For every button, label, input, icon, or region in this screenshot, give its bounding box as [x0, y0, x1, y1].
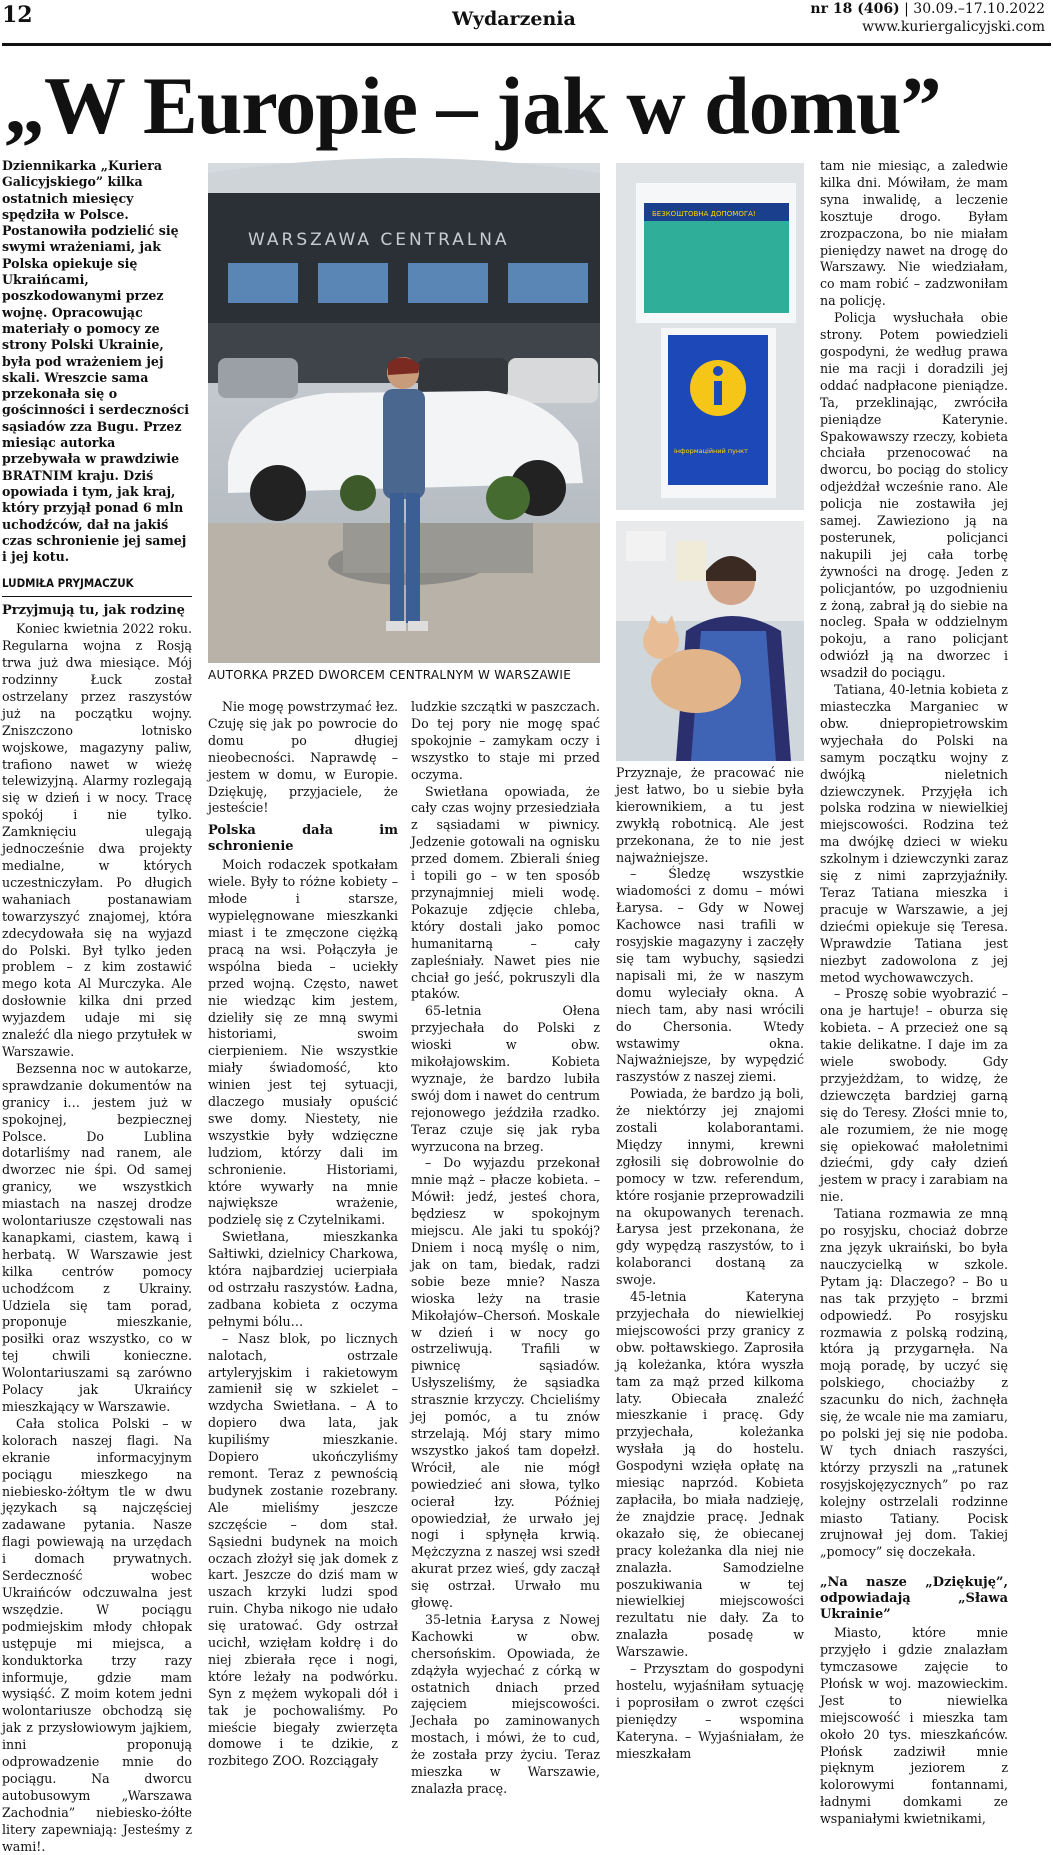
- photo-caption: AUTORKA PRZED DWORCEM CENTRALNYM W WARSZAWIE: [208, 668, 572, 682]
- paragraph: – Śledzę wszystkie wiadomości z domu – mówi Łarysa. – Gdy w Nowej Kachowce nasi trafili w rosyjskie magazyny i zaczęły się tam wybuchy, sąsiedzi napisali mi, że w naszym domu wyleciały okna. A niech tam, aby nasi wrócili do Chersonia. Wtedy wstawimy okna. Najważniejsze, by wypędzić raszystów z naszej ziemi.: [616, 866, 804, 1085]
- poster-footer-text: інформаційний пункт: [674, 447, 748, 455]
- header-rule: [2, 43, 1051, 46]
- issue-info: [810, 0, 1045, 36]
- issue-number: nr 18 (406): [810, 1, 900, 17]
- issue-dates: | 30.09.–17.10.2022: [904, 1, 1045, 17]
- paragraph: Nie mogę powstrzymać łez. Czuję się jak po powrocie do domu po długiej nieobecności. Naprawdę – jestem w domu, w Europie. Dziękuję, przyjaciele, że jesteście!: [208, 699, 398, 816]
- station-sign-text: WARSZAWA CENTRALNA: [248, 230, 510, 250]
- paragraph: – Proszę sobie wyobrazić – ona je hartuje! – oburza się kobieta. – A przecież one są takie delikatne. I daje im za wiele swobody. Gdy przyjeżdżam, to widzę, że dziewczęta bardziej garną się do Teresy. Złości mnie to, ale rozumiem, że nie mogę się opiekować małoletnimi dziećmi, gdy cały dzień jestem w pracy i zarabiam na nie.: [820, 986, 1008, 1205]
- paragraph: Policja wysłuchała obie strony. Potem powiedzieli gospodyni, że według prawa nie ma racji i doradzili jej oddać nadpłacone pieniądze. Ta, przeklinając, zwróciła pieniądze Katerynie. Spakowawszy rzeczy, kobieta chciała przenocować na dworcu, bo pociąg do stolicy odjeżdżał wcześnie rano. Ale policja nie zostawiła jej samej. Zawieziono ją na posterunek, policjanci nakupili jej cała torbę żywności na drogę. Jeden z policjantów, po uzgodnieniu z żoną, zabrał ją do siebie na nocleg. Spała w oddzielnym pokoju, a rano policjant odwiózł ją na dworzec i wsadził do pociągu.: [820, 310, 1008, 681]
- paragraph: Powiada, że bardzo ją boli, że niektórzy jej znajomi zostali kolaborantami. Między innymi, krewni zgłosili się dobrowolnie do pomocy w tzw. referendum, które rosjanie przeprowadzili na okupowanych terenach. Łarysa jest przekonana, że gdy wypędzą raszystów, to i kolaboranci dostaną za swoje.: [616, 1086, 804, 1288]
- paragraph: Cała stolica Polski – w kolorach naszej flagi. Na ekranie informacyjnym pociągu mieszkego na niebiesko-żółtym tle w dwu językach są najczęściej zadawane pytania. Nasze flagi powiewają na urzędach i domach prywatnych. Serdeczność wobec Ukraińców odczuwalna jest wszędzie. W pociągu podmiejskim młody chłopak ustępuje mi miejsca, a konduktorka trzy razy informuje, gdzie mam wysiąść. Z moim kotem jedni wolontariusze obchodzą się jak z przysłowiowym jajkiem, inni proponują odprowadzenie mnie do pociągu. Na dworcu autobusowym „Warszawa Zachodnia” niebiesko-żółte litery zapewniają: Jesteśmy z wami!.: [2, 1415, 192, 1854]
- paragraph: – Nasz blok, po licznych nalotach, ostrzale artyleryjskim i rakietowym zamienił się w szkielet – wzdycha Swietłana. – A to dopiero dwa lata, jak kupiliśmy mieszkanie. Dopiero ukończyliśmy remont. Teraz z pewnością budynek zostanie rozebrany. Ale mieliśmy jeszcze szczęście – dom stał. Sąsiedni budynek na moich oczach złożył się jak domek z kart. Jeszcze do dziś mam w uszach krzyki ludzi spod ruin. Chyba nikogo nie udało się uratować. Gdy ostrzał ucichł, wzięłam kołdrę i do niej zbierała ręce i nogi, które leżały na podwórku. Syn z mężem wykopali dół i tak je pochowaliśmy. Po mieście biegały zwierzęta domowe i te dzikie, z rozbitego ZOO. Rozciągały: [208, 1330, 398, 1769]
- article-headline: „W Europie – jak w domu”: [4, 60, 941, 151]
- paragraph: Moich rodaczek spotkałam wiele. Były to różne kobiety – młode i starsze, wypielęgnowane mieszkanki miast i te zmęczone ciężką pracą na wsi. Połączyła je wspólna bieda – uciekły przed wojną. Często, nawet nie wiedząc kim jestem, dzieliły się ze mną swymi historiami, swoim cierpieniem. Nie wszystkie miały świadomość, kto winien jest tej sytuacji, dlaczego musiały opuścić swe domy. Niestety, nie wszystkie były wdzięczne ludziom, którzy dali im schronienie. Historiami, które wywarły na mnie największe wrażenie, podzielę się z Czytelnikami.: [208, 857, 398, 1228]
- info-poster-illustration: [616, 163, 804, 510]
- section-title: Wydarzenia: [452, 8, 576, 30]
- column-3: [411, 699, 600, 1796]
- poster-photo: [616, 163, 804, 510]
- website-link[interactable]: www.kuriergalicyjski.com: [862, 19, 1045, 35]
- paragraph: Przyznaje, że pracować nie jest łatwo, bo u siebie była kierownikiem, a tu jest zwykłą robotnicą. Ale jest przekonana, że to nie jest najważniejsze.: [616, 765, 804, 865]
- paragraph: Tatiana rozmawia ze mną po rosyjsku, chociaż dobrze zna język ukraiński, bo była nauczycielką w szkole. Pytam ją: Dlaczego? – Bo u nas tak przyjęto – brzmi odpowiedź. Po rosyjsku rozmawia z polską rodziną, która ją przygarnęła. Na moją poradę, by uczyć się polskiego, chociażby z szacunku do nich, żachnęła się, że wcale nie ma zamiaru, po polski jej się nie podoba. W tych dniach raszyści, którzy przyszli na „ratunek rosyjskojęzycznych” po raz kolejny ostrzelali rodzinne miasto Tatiany. Pocisk zrujnował jej dom. Takiej „pomocy” się doczekała.: [820, 1206, 1008, 1560]
- article-lead: Dziennikarka „Kuriera Galicyjskiego” kilka ostatnich miesięcy spędziła w Polsce. Postanowiła podzielić się swymi wrażeniami, jak Polska opiekuje się Ukraińcami, poszkodowanymi przez wojnę. Opracowując materiały o pomocy ze strony Polski Ukrainie, była pod wrażeniem jej skali. Wreszcie sama przekonała się o gościnności i serdeczności sąsiadów zza Bugu. Przez miesiąc autorka przebywała w prawdziwie BRATNIM kraju. Dziś opowiada i tym, jak kraj, który przyjął ponad 6 mln uchodźców, dał na jakiś czas schronienie jej samej i jej kotu.: [2, 158, 190, 565]
- paragraph: Koniec kwietnia 2022 roku. Regularna wojna z Rosją trwa już dwa miesiące. Mój rodzinny Łuck został ostrzelany przez raszystów już na początku wojny. Zniszczono lotnisko wojskowe, magazyny paliw, trafiono nawet w wieżę telewizyjną. Alarmy rozlegają się w dzień i w nocy. Tracę spokój i nie tylko. Zamknięciu ulegają jednocześnie dwa projekty medialne, w których uczestniczyłam. Po długich wahaniach postanawiam towarzyszyć znajomej, która zdecydowała się na wyjazd do Polski. Był tylko jeden problem – z kim zostawić mego kota Al Murczyka. Ale dosłownie kilka dni przed wyjazdem udaje mi się znaleźć dla niego przytułek w Warszawie.: [2, 621, 192, 1059]
- poster-heading-text: БЕЗКОШТОВНА ДОПОМОГА!: [652, 210, 756, 218]
- paragraph: Miasto, które mnie przyjęło i gdzie znalazłam tymczasowe zajęcie to Płońsk w woj. mazowieckim. Jest to niewielka miejscowość i mieszka tam około 20 tys. mieszkańców. Płońsk zadziwił mnie pięknym jeziorem z kolorowymi fontannami, ładnymi domkami ze wspaniałymi kwietnikami,: [820, 1625, 1008, 1827]
- paragraph: 65-letnia Ołena przyjechała do Polski z wioski w obw. mikołajowskim. Kobieta wyznaje, że bardzo lubiła swój dom i nawet do centrum rejonowego jeździła rzadko. Teraz czuje się jak ryba wyrzucona na brzeg.: [411, 1003, 600, 1154]
- subheading-1: Przyjmują tu, jak rodzinę: [2, 603, 185, 619]
- paragraph: tam nie miesiąc, a zaledwie kilka dni. Mówiłam, że mam syna inwalidę, a leczenie kosztuje drogo. Byłam zrozpaczona, bo nie miałam pieniędzy nawet na drogę do Warszawy. Nie wiedziałam, co mam robić – zadzwoniłam na policję.: [820, 158, 1008, 309]
- paragraph: 35-letnia Łarysa z Nowej Kachowki w obw. chersońskim. Opowiada, że zdążyła wyjechać z córką w ostatnich dniach przed zajęciem miejscowości. Jechała po zaminowanych mostach, i mówi, że to cud, że została przy życiu. Teraz mieszka w Warszawie, znalazła pracę.: [411, 1611, 600, 1796]
- column-5: [820, 158, 1008, 1827]
- paragraph: ludzkie szczątki w paszczach. Do tej pory nie mogę spać spokojnie – zamykam oczy i wszystko to staje mi przed oczyma.: [411, 699, 600, 782]
- column-2: [208, 699, 398, 1769]
- paragraph: – Przysztam do gospodyni hostelu, wyjaśniłam sytuację i poprosiłam o zwrot części pieniędzy – wspomina Kateryna. – Wyjaśniałam, że mieszkałam: [616, 1661, 804, 1761]
- paragraph: Swietłana, mieszkanka Sałtiwki, dzielnicy Charkowa, która najbardziej ucierpiała od ostrzału raszystów. Ładna, zadbana kobieta z oczyma pełnymi bólu…: [208, 1229, 398, 1329]
- column-1: [2, 158, 192, 1854]
- station-photo-illustration: [208, 163, 600, 663]
- author-byline: LUDMIŁA PRYJMACZUK: [2, 575, 192, 597]
- column-4: [616, 765, 804, 1761]
- paragraph: – Do wyjazdu przekonał mnie mąż – płacze kobieta. – Mówił: jedź, jesteś chora, będziesz w spokojnym miejscu. Ale jaki tu spokój? Dniem i nocą myślę o nim, jak on tam, biedak, radzi sobie beze mnie? Nasza wioska leży na trasie Mikołajów–Chersoń. Moskale w dzień i w nocy go ostrzeliwują. Trafili w piwnicę sąsiadów. Usłyszeliśmy, że sąsiadka strasznie krzyczy. Chcieliśmy jej pomóc, a tu znów strzelają. Mój stary mimo wszystko jakoś tam dopełzł. Wrócił, ale nie mógł powiedzieć ani słowa, tylko ocierał łzy. Później opowiedział, że urwało jej nogi i spłynęła krwią. Mężczyzna z naszej wsi szedł akurat przez wieś, gdy zaczął się ostrzał. Urwało mu głowę.: [411, 1155, 600, 1611]
- subheading-2: Polska dała im schronienie: [208, 823, 398, 855]
- paragraph: 45-letnia Kateryna przyjechała do niewielkiej miejscowości przy granicy z obw. połtawskiego. Zaprosiła ją koleżanka, która wyszła tam za mąż przed kilkoma laty. Obiecała znaleźć mieszkanie i pracę. Gdy przyjechała, koleżanka wysłała ją do hostelu. Gospodyni wzięła opłatę na miesiąc naprzód. Kobieta zapłaciła, bo miała nadzieję, że znajdzie pracę. Jednak okazało się, że obiecanej pracy koleżanka dla niej nie znalazła. Samodzielne poszukiwania w tej niewielkiej miejscowości rezultatu nie dały. Za to znalazła posadę w Warszawie.: [616, 1289, 804, 1660]
- subheading-3: „Na nasze „Dziękuję”, odpowiadają „Sława Ukrainie”: [820, 1575, 1008, 1623]
- cat-photo: [616, 521, 804, 761]
- woman-with-cat-illustration: [616, 521, 804, 761]
- paragraph: Bezsenna noc w autokarze, sprawdzanie dokumentów na granicy i… jestem już w spokojnej, bezpiecznej Polsce. Do Lublina dotarliśmy nad ranem, ale dworzec nie śpi. Od samej granicy, we wszystkich miastach na naszej drodze wolontariusze częstowali nas kanapkami, ciastem, kawą i herbatą. W Warszawie jest kilka centrów pomocy uchodźcom z Ukrainy. Udziela się tam porad, proponuje mieszkanie, posiłki oraz wszystko, co w tej chwili konieczne. Wolontariuszami są zarówno Polacy jak Ukraińcy mieszkający w Warszawie.: [2, 1060, 192, 1415]
- page-number: 12: [2, 2, 33, 28]
- paragraph: Swietłana opowiada, że cały czas wojny przesiedziała z sąsiadami w piwnicy. Jedzenie gotowali na ognisku przed domem. Zbierali śnieg i topili go – w ten sposób przynajmniej mieli wodę. Pokazuje zdjęcie chleba, który dostali jako pomoc humanitarną – cały zapleśniały. Nawet pies nie chciał go jeść, pokruszyli dla ptaków.: [411, 783, 600, 1002]
- paragraph: Tatiana, 40-letnia kobieta z miasteczka Marganiec w obw. dniepropietrowskim wyjechała do Polski na samym początku wojny z dwójką nieletnich dziewczynek. Przyjęła ich polska rodzina w niewielkiej miejscowości. Rodzina też ma dwójkę dzieci w wieku szkolnym i dziewczynki zaraz się z nimi zaprzyjaźniły. Teraz Tatiana mieszka i pracuje w Warszawie, a jej dziećmi opiekuje się Teresa. Wprawdzie Tatiana jest niezbyt zadowolona z jej metod wychowawczych.: [820, 682, 1008, 985]
- main-photo: [208, 163, 600, 663]
